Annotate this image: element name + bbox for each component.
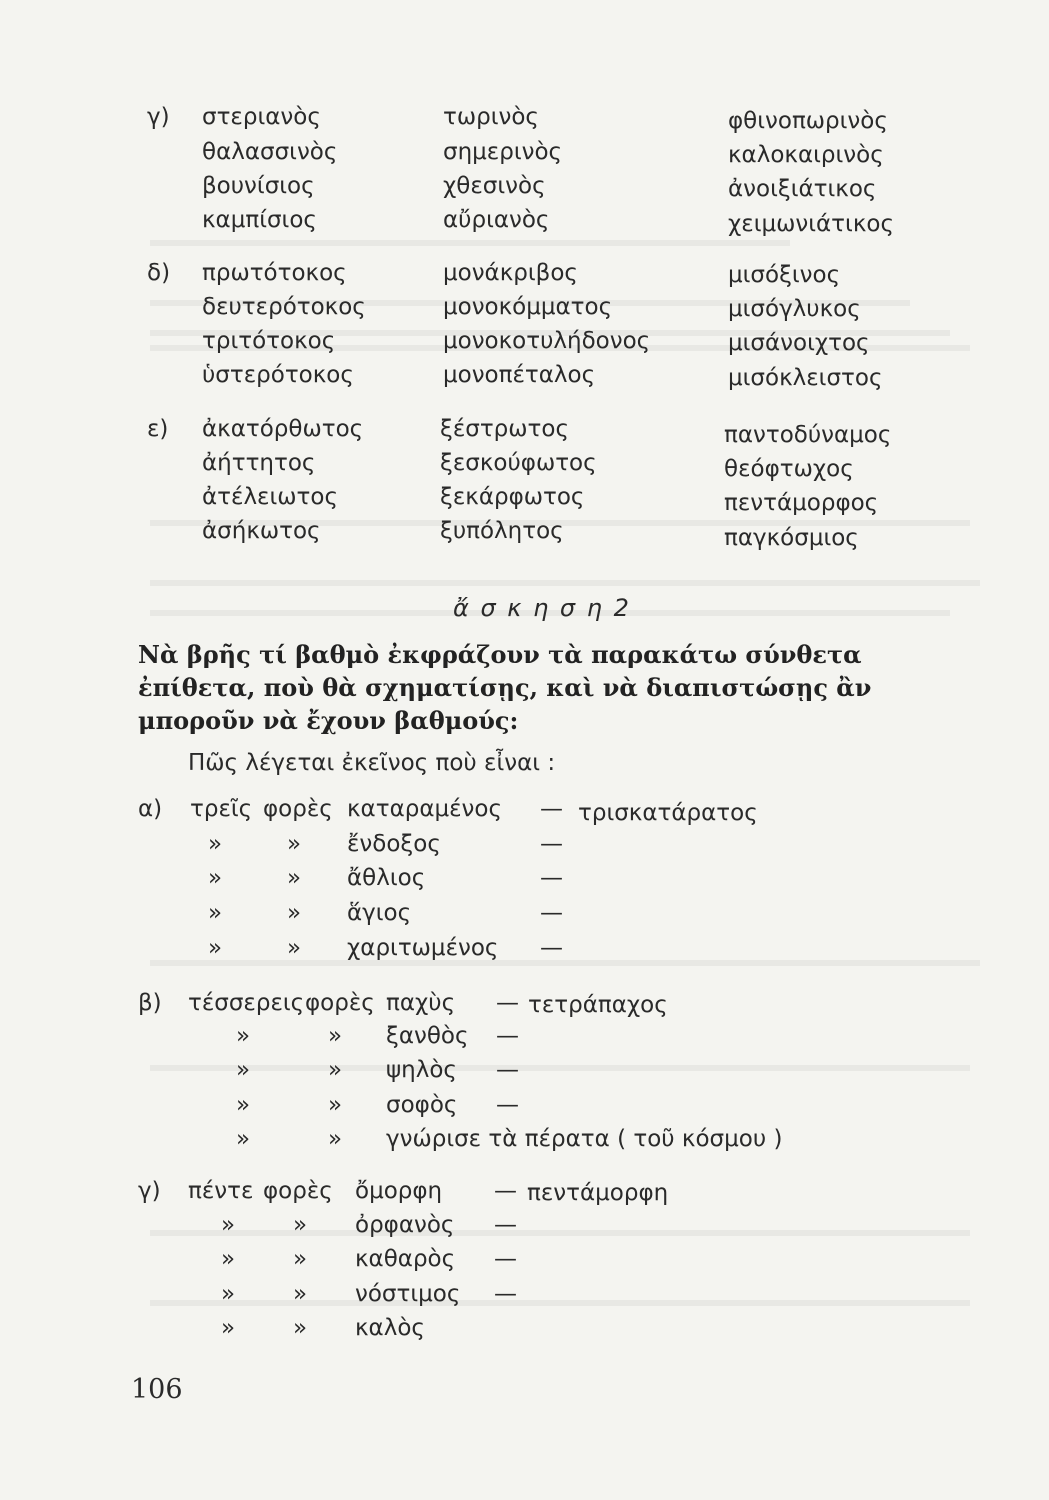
- dash: —: [540, 831, 563, 857]
- base-adjective: ἄθλιος: [347, 865, 426, 891]
- ditto-mark: »: [328, 1023, 343, 1049]
- list-item: ὑστερότοκος: [202, 362, 354, 388]
- list-item: μισόκλειστος: [728, 365, 883, 391]
- base-adjective: χαριτωμένος: [347, 935, 499, 961]
- dash: —: [494, 1281, 517, 1307]
- base-adjective: ξανθὸς: [386, 1023, 469, 1049]
- part-label: γ): [138, 1178, 161, 1204]
- ditto-mark: »: [328, 1126, 343, 1152]
- list-item: θεόφτωχος: [724, 456, 854, 482]
- ditto-mark: »: [287, 865, 302, 891]
- ditto-mark: »: [287, 900, 302, 926]
- ditto-mark: »: [208, 831, 223, 857]
- list-item: μισόγλυκος: [728, 296, 861, 322]
- base-adjective: ἔνδοξος: [347, 831, 441, 857]
- ditto-mark: »: [221, 1281, 236, 1307]
- list-item: μονοκοτυλήδονος: [443, 328, 651, 354]
- list-item: πρωτότοκος: [202, 260, 347, 286]
- ditto-mark: »: [208, 900, 223, 926]
- list-item: ἀνοιξιάτικος: [728, 176, 877, 202]
- answer: πεντάμορφη: [527, 1180, 669, 1206]
- ditto-mark: »: [208, 935, 223, 961]
- ditto-mark: »: [287, 831, 302, 857]
- list-item: βουνίσιος: [202, 173, 315, 199]
- times-word: φορὲς: [263, 1178, 333, 1204]
- ditto-mark: »: [236, 1057, 251, 1083]
- list-item: παγκόσμιος: [724, 525, 859, 551]
- ditto-mark: »: [221, 1246, 236, 1272]
- part-label: α): [138, 796, 163, 822]
- dash: —: [494, 1246, 517, 1272]
- ditto-mark: »: [236, 1126, 251, 1152]
- list-item: φθινοπωρινὸς: [728, 108, 888, 134]
- dash: —: [494, 1212, 517, 1238]
- times-word: τρεῖς: [190, 796, 253, 822]
- times-word: φορὲς: [305, 990, 375, 1016]
- list-item: χθεσινὸς: [443, 173, 546, 199]
- list-item: ξεσκούφωτος: [440, 450, 597, 476]
- dash: —: [540, 796, 563, 822]
- dash: —: [496, 990, 519, 1016]
- dash: —: [494, 1178, 517, 1204]
- ditto-mark: »: [293, 1246, 308, 1272]
- base-adjective: νόστιμος: [355, 1281, 461, 1307]
- dash: —: [540, 900, 563, 926]
- list-item: ἀτέλειωτος: [202, 484, 338, 510]
- exercise-instruction: Νὰ βρῆς τί βαθμὸ ἐκφράζουν τὰ παρακάτω σύνθετα ἐπίθετα, ποὺ θὰ σχηματίσῃς, καὶ νὰ διαπιστώσῃς ἂν μποροῦν νὰ ἔχουν βαθμούς:: [138, 640, 872, 735]
- base-adjective: ἅγιος: [347, 900, 412, 926]
- list-item: παντοδύναμος: [724, 422, 892, 448]
- base-adjective: καταραμένος: [347, 796, 502, 822]
- page-number: 106: [131, 1374, 183, 1405]
- ditto-mark: »: [236, 1023, 251, 1049]
- ditto-mark: »: [208, 865, 223, 891]
- base-adjective: γνώρισε τὰ πέρατα ( τοῦ κόσμου ): [386, 1126, 783, 1152]
- list-item: ξυπόλητος: [440, 518, 564, 544]
- ditto-mark: »: [293, 1212, 308, 1238]
- answer: τρισκατάρατος: [578, 800, 758, 826]
- part-label: β): [138, 990, 162, 1016]
- group-label: δ): [147, 260, 171, 286]
- exercise-prompt: Πῶς λέγεται ἐκεῖνος ποὺ εἶναι :: [188, 750, 556, 776]
- dash: —: [496, 1023, 519, 1049]
- list-item: ἀσήκωτος: [202, 518, 321, 544]
- list-item: καλοκαιρινὸς: [728, 142, 884, 168]
- dash: —: [496, 1057, 519, 1083]
- list-item: τριτότοκος: [202, 328, 336, 354]
- group-label: γ): [147, 104, 170, 130]
- times-word: φορὲς: [263, 796, 333, 822]
- ditto-mark: »: [293, 1315, 308, 1341]
- times-word: τέσσερεις: [188, 990, 305, 1016]
- base-adjective: σοφὸς: [386, 1092, 458, 1118]
- ditto-mark: »: [287, 935, 302, 961]
- list-item: μισόξινος: [728, 262, 841, 288]
- list-item: πεντάμορφος: [724, 490, 879, 516]
- list-item: μισάνοιχτος: [728, 330, 870, 356]
- ditto-mark: »: [328, 1092, 343, 1118]
- ditto-mark: »: [221, 1315, 236, 1341]
- ditto-mark: »: [236, 1092, 251, 1118]
- list-item: ξεκάρφωτος: [440, 484, 585, 510]
- list-item: καμπίσιος: [202, 207, 317, 233]
- list-item: ἀήττητος: [202, 450, 316, 476]
- dash: —: [540, 935, 563, 961]
- base-adjective: καλὸς: [355, 1315, 425, 1341]
- list-item: τωρινὸς: [443, 104, 539, 130]
- list-item: ξέστρωτος: [440, 416, 569, 442]
- base-adjective: ὀρφανὸς: [355, 1212, 455, 1238]
- base-adjective: ψηλὸς: [386, 1057, 457, 1083]
- ditto-mark: »: [221, 1212, 236, 1238]
- list-item: στεριανὸς: [202, 104, 321, 130]
- answer: τετράπαχος: [528, 992, 668, 1018]
- list-item: χειμωνιάτικος: [728, 211, 894, 237]
- dash: —: [540, 865, 563, 891]
- list-item: αὔριανὸς: [443, 207, 550, 233]
- list-item: μονάκριβος: [443, 260, 578, 286]
- dash: —: [496, 1092, 519, 1118]
- base-adjective: παχὺς: [386, 990, 456, 1016]
- list-item: θαλασσινὸς: [202, 139, 338, 165]
- group-label: ε): [147, 416, 169, 442]
- list-item: σημερινὸς: [443, 139, 563, 165]
- base-adjective: ὄμορφη: [355, 1178, 443, 1204]
- times-word: πέντε: [188, 1178, 254, 1204]
- ditto-mark: »: [328, 1057, 343, 1083]
- ditto-mark: »: [293, 1281, 308, 1307]
- list-item: ἀκατόρθωτος: [202, 416, 364, 442]
- list-item: μονοπέταλος: [443, 362, 596, 388]
- base-adjective: καθαρὸς: [355, 1246, 456, 1272]
- list-item: μονοκόμματος: [443, 294, 613, 320]
- list-item: δευτερότοκος: [202, 294, 366, 320]
- exercise-title: ἄ σ κ η σ η 2: [453, 594, 631, 622]
